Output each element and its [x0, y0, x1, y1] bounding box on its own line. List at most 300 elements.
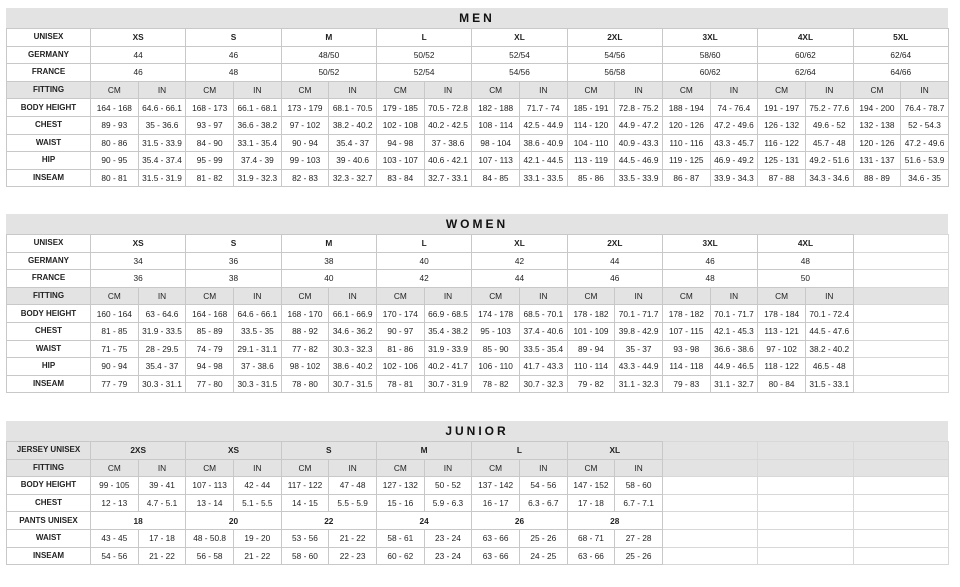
- jersey-row-row: [7, 442, 949, 460]
- measure-value: 35.4 - 38.2: [424, 322, 472, 340]
- unit-cm-header: CM: [376, 459, 424, 477]
- measure-value: 84 - 85: [472, 169, 520, 187]
- size-cell: 34: [91, 252, 186, 270]
- women-size-table: [6, 234, 949, 393]
- unit-in-header: IN: [138, 81, 186, 99]
- measure-value: 42 - 44: [233, 477, 281, 495]
- measure-value: 23 - 24: [424, 529, 472, 547]
- measure-value: 126 - 132: [758, 116, 806, 134]
- measure-value: 39 - 41: [138, 477, 186, 495]
- size-cell: 26: [472, 512, 567, 530]
- measure-value: 178 - 182: [567, 305, 615, 323]
- unit-cm-header: CM: [376, 81, 424, 99]
- junior-size-table: [6, 441, 949, 565]
- measure-value: 82 - 83: [281, 169, 329, 187]
- measure-value: 118 - 122: [758, 358, 806, 376]
- measure-value: 44.9 - 46.5: [710, 358, 758, 376]
- measure-value: 15 - 16: [376, 494, 424, 512]
- measure-value: 77 - 80: [186, 375, 234, 393]
- measure-value: 33.1 - 35.4: [233, 134, 281, 152]
- men-title: MEN: [6, 8, 948, 28]
- measure-value: 194 - 200: [853, 99, 901, 117]
- unit-in-header: IN: [615, 287, 663, 305]
- size-cell: 44: [472, 270, 567, 288]
- size-cell: 3XL: [662, 235, 757, 253]
- unit-cm-header: CM: [758, 287, 806, 305]
- measure-value: 125 - 131: [758, 152, 806, 170]
- measure-value: 30.3 - 31.5: [233, 375, 281, 393]
- unit-in-header: IN: [519, 459, 567, 477]
- measure-value: 31.5 - 33.9: [138, 134, 186, 152]
- unit-in-header: IN: [424, 287, 472, 305]
- measure-value: 44.5 - 47.6: [805, 322, 853, 340]
- size-row-row: [7, 235, 949, 253]
- size-cell: L: [472, 442, 567, 460]
- size-cell: 48/50: [281, 46, 376, 64]
- measure-value: 64.6 - 66.1: [233, 305, 281, 323]
- size-cell: 48: [758, 252, 853, 270]
- measure-value: 54 - 56: [519, 477, 567, 495]
- size-cell: 4XL: [758, 235, 853, 253]
- measure-value: 188 - 194: [662, 99, 710, 117]
- empty-cell: [758, 442, 853, 460]
- measure-value: 35 - 36.6: [138, 116, 186, 134]
- measure-value: 42.1 - 44.5: [519, 152, 567, 170]
- measure-value: 31.9 - 32.3: [233, 169, 281, 187]
- unit-cm-header: CM: [186, 459, 234, 477]
- measure-value: 80 - 86: [91, 134, 139, 152]
- measure-value: 35 - 37: [615, 340, 663, 358]
- measure-value: 32.3 - 32.7: [329, 169, 377, 187]
- empty-cell: [853, 287, 948, 305]
- size-cell: 40: [281, 270, 376, 288]
- measure-value: 31.5 - 31.9: [138, 169, 186, 187]
- measure-row: [7, 529, 949, 547]
- measure-value: 5.1 - 5.5: [233, 494, 281, 512]
- measure-value: 93 - 97: [186, 116, 234, 134]
- measure-value: 107 - 115: [662, 322, 710, 340]
- empty-cell: [662, 547, 757, 565]
- measure-value: 79 - 82: [567, 375, 615, 393]
- measure-value: 99 - 105: [91, 477, 139, 495]
- empty-cell: [853, 305, 948, 323]
- measure-value: 37.4 - 39: [233, 152, 281, 170]
- measure-value: 83 - 84: [376, 169, 424, 187]
- measure-value: 120 - 126: [853, 134, 901, 152]
- measure-value: 47 - 48: [329, 477, 377, 495]
- unit-in-header: IN: [615, 81, 663, 99]
- measure-value: 94 - 98: [376, 134, 424, 152]
- measure-value: 21 - 22: [233, 547, 281, 565]
- measure-value: 110 - 116: [662, 134, 710, 152]
- unit-cm-header: CM: [91, 287, 139, 305]
- measure-label: INSEAM: [7, 547, 91, 565]
- measure-value: 101 - 109: [567, 322, 615, 340]
- size-cell: 46: [91, 64, 186, 82]
- measure-value: 104 - 110: [567, 134, 615, 152]
- unit-cm-header: CM: [281, 81, 329, 99]
- measure-value: 81 - 86: [376, 340, 424, 358]
- measure-value: 46.9 - 49.2: [710, 152, 758, 170]
- measure-value: 102 - 106: [376, 358, 424, 376]
- measure-value: 168 - 173: [186, 99, 234, 117]
- measure-value: 42.5 - 44.9: [519, 116, 567, 134]
- measure-row: [7, 477, 949, 495]
- size-cell: 42: [376, 270, 471, 288]
- unit-cm-header: CM: [472, 459, 520, 477]
- women-section: [6, 214, 948, 393]
- measure-value: 44.9 - 47.2: [615, 116, 663, 134]
- measure-value: 113 - 121: [758, 322, 806, 340]
- unit-in-header: IN: [805, 81, 853, 99]
- measure-label: HIP: [7, 358, 91, 376]
- measure-value: 12 - 13: [91, 494, 139, 512]
- unit-cm-header: CM: [853, 81, 901, 99]
- measure-value: 30.3 - 32.3: [329, 340, 377, 358]
- unit-cm-header: CM: [91, 459, 139, 477]
- measure-value: 131 - 137: [853, 152, 901, 170]
- size-cell: 24: [376, 512, 471, 530]
- size-cell: 38: [281, 252, 376, 270]
- measure-value: 43.3 - 44.9: [615, 358, 663, 376]
- measure-value: 132 - 138: [853, 116, 901, 134]
- measure-value: 113 - 119: [567, 152, 615, 170]
- size-cell: 60/62: [758, 46, 853, 64]
- size-cell: XS: [91, 29, 186, 47]
- measure-value: 40.6 - 42.1: [424, 152, 472, 170]
- measure-row: [7, 116, 949, 134]
- measure-value: 29.1 - 31.1: [233, 340, 281, 358]
- germany-label: GERMANY: [7, 46, 91, 64]
- measure-value: 37 - 38.6: [233, 358, 281, 376]
- empty-cell: [853, 529, 948, 547]
- size-cell: 50/52: [376, 46, 471, 64]
- measure-value: 182 - 188: [472, 99, 520, 117]
- unit-cm-header: CM: [281, 287, 329, 305]
- measure-value: 16 - 17: [472, 494, 520, 512]
- measure-value: 54 - 56: [91, 547, 139, 565]
- measure-value: 47.2 - 49.6: [901, 134, 949, 152]
- size-cell: S: [186, 29, 281, 47]
- size-cell: 58/60: [662, 46, 757, 64]
- unit-cm-header: CM: [567, 287, 615, 305]
- measure-value: 63 - 66: [472, 547, 520, 565]
- measure-value: 110 - 114: [567, 358, 615, 376]
- measure-value: 58 - 61: [376, 529, 424, 547]
- empty-cell: [853, 547, 948, 565]
- empty-cell: [662, 494, 757, 512]
- germany-label: GERMANY: [7, 252, 91, 270]
- unit-in-header: IN: [329, 81, 377, 99]
- measure-value: 93 - 98: [662, 340, 710, 358]
- measure-value: 6.7 - 7.1: [615, 494, 663, 512]
- measure-value: 43.3 - 45.7: [710, 134, 758, 152]
- measure-value: 58 - 60: [281, 547, 329, 565]
- unit-cm-header: CM: [281, 459, 329, 477]
- size-cell: XS: [186, 442, 281, 460]
- measure-label: BODY HEIGHT: [7, 305, 91, 323]
- unit-in-header: IN: [710, 81, 758, 99]
- measure-value: 90 - 94: [281, 134, 329, 152]
- measure-value: 40.9 - 43.3: [615, 134, 663, 152]
- measure-row: [7, 358, 949, 376]
- measure-value: 34.6 - 35: [901, 169, 949, 187]
- empty-cell: [853, 375, 948, 393]
- measure-value: 68 - 71: [567, 529, 615, 547]
- measure-value: 35.4 - 37.4: [138, 152, 186, 170]
- measure-value: 47.2 - 49.6: [710, 116, 758, 134]
- empty-cell: [853, 235, 948, 253]
- measure-value: 81 - 85: [91, 322, 139, 340]
- measure-value: 74 - 79: [186, 340, 234, 358]
- size-cell: 46: [662, 252, 757, 270]
- measure-value: 116 - 122: [758, 134, 806, 152]
- junior-section: [6, 421, 948, 565]
- men-size-table: [6, 28, 949, 187]
- measure-value: 32.7 - 33.1: [424, 169, 472, 187]
- measure-value: 127 - 132: [376, 477, 424, 495]
- measure-label: CHEST: [7, 494, 91, 512]
- measure-value: 28 - 29.5: [138, 340, 186, 358]
- size-cell: 64/66: [853, 64, 948, 82]
- measure-value: 19 - 20: [233, 529, 281, 547]
- measure-value: 79 - 83: [662, 375, 710, 393]
- size-cell: 46: [186, 46, 281, 64]
- measure-value: 94 - 98: [186, 358, 234, 376]
- measure-value: 89 - 93: [91, 116, 139, 134]
- size-cell: L: [376, 29, 471, 47]
- fitting-label: FITTING: [7, 287, 91, 305]
- measure-value: 114 - 118: [662, 358, 710, 376]
- measure-value: 80 - 84: [758, 375, 806, 393]
- empty-cell: [853, 270, 948, 288]
- measure-label: INSEAM: [7, 375, 91, 393]
- size-cell: 54/56: [472, 64, 567, 82]
- size-cell: 52/54: [472, 46, 567, 64]
- measure-label: CHEST: [7, 116, 91, 134]
- measure-value: 5.5 - 5.9: [329, 494, 377, 512]
- measure-value: 68.1 - 70.5: [329, 99, 377, 117]
- measure-value: 36.6 - 38.2: [233, 116, 281, 134]
- measure-value: 66.9 - 68.5: [424, 305, 472, 323]
- measure-value: 81 - 82: [186, 169, 234, 187]
- size-cell: XS: [91, 235, 186, 253]
- unit-in-header: IN: [329, 459, 377, 477]
- measure-value: 107 - 113: [186, 477, 234, 495]
- measure-value: 31.5 - 33.1: [805, 375, 853, 393]
- measure-value: 71 - 75: [91, 340, 139, 358]
- measure-value: 27 - 28: [615, 529, 663, 547]
- measure-value: 84 - 90: [186, 134, 234, 152]
- measure-label: WAIST: [7, 340, 91, 358]
- measure-row: [7, 322, 949, 340]
- empty-cell: [758, 547, 853, 565]
- measure-value: 56 - 58: [186, 547, 234, 565]
- france-row: [7, 270, 949, 288]
- unit-cm-header: CM: [472, 287, 520, 305]
- size-cell: 44: [91, 46, 186, 64]
- measure-value: 86 - 87: [662, 169, 710, 187]
- measure-value: 117 - 122: [281, 477, 329, 495]
- size-cell: 20: [186, 512, 281, 530]
- measure-value: 97 - 102: [758, 340, 806, 358]
- measure-row: [7, 494, 949, 512]
- measure-value: 85 - 89: [186, 322, 234, 340]
- unit-cm-header: CM: [186, 287, 234, 305]
- measure-value: 33.5 - 33.9: [615, 169, 663, 187]
- measure-value: 63 - 64.6: [138, 305, 186, 323]
- measure-value: 173 - 179: [281, 99, 329, 117]
- measure-value: 21 - 22: [138, 547, 186, 565]
- men-section: [6, 8, 948, 187]
- size-cell: 5XL: [853, 29, 948, 47]
- measure-value: 38.6 - 40.2: [329, 358, 377, 376]
- measure-label: BODY HEIGHT: [7, 477, 91, 495]
- size-cell: S: [281, 442, 376, 460]
- size-cell: 40: [376, 252, 471, 270]
- measure-label: INSEAM: [7, 169, 91, 187]
- empty-cell: [853, 459, 948, 477]
- size-cell: 46: [567, 270, 662, 288]
- size-cell: M: [376, 442, 471, 460]
- size-cell: 62/64: [758, 64, 853, 82]
- measure-value: 4.7 - 5.1: [138, 494, 186, 512]
- measure-value: 179 - 185: [376, 99, 424, 117]
- size-cell: XL: [472, 29, 567, 47]
- measure-value: 71.7 - 74: [519, 99, 567, 117]
- measure-value: 98 - 104: [472, 134, 520, 152]
- measure-value: 37.4 - 40.6: [519, 322, 567, 340]
- measure-value: 35.4 - 37: [138, 358, 186, 376]
- measure-row: [7, 547, 949, 565]
- measure-value: 108 - 114: [472, 116, 520, 134]
- unit-cm-header: CM: [662, 287, 710, 305]
- measure-value: 90 - 95: [91, 152, 139, 170]
- measure-row: [7, 152, 949, 170]
- empty-cell: [662, 512, 757, 530]
- measure-value: 174 - 178: [472, 305, 520, 323]
- measure-value: 33.5 - 35: [233, 322, 281, 340]
- measure-value: 30.7 - 31.9: [424, 375, 472, 393]
- measure-value: 164 - 168: [91, 99, 139, 117]
- measure-value: 178 - 184: [758, 305, 806, 323]
- measure-value: 160 - 164: [91, 305, 139, 323]
- measure-value: 40.2 - 42.5: [424, 116, 472, 134]
- measure-value: 147 - 152: [567, 477, 615, 495]
- measure-value: 95 - 103: [472, 322, 520, 340]
- measure-value: 70.1 - 72.4: [805, 305, 853, 323]
- measure-value: 119 - 125: [662, 152, 710, 170]
- measure-label: HIP: [7, 152, 91, 170]
- measure-value: 76.4 - 78.7: [901, 99, 949, 117]
- measure-value: 103 - 107: [376, 152, 424, 170]
- measure-value: 191 - 197: [758, 99, 806, 117]
- measure-value: 50 - 52: [424, 477, 472, 495]
- empty-cell: [758, 512, 853, 530]
- measure-value: 89 - 94: [567, 340, 615, 358]
- measure-value: 106 - 110: [472, 358, 520, 376]
- size-cell: 48: [186, 64, 281, 82]
- measure-value: 64.6 - 66.1: [138, 99, 186, 117]
- size-cell: 3XL: [662, 29, 757, 47]
- measure-value: 98 - 102: [281, 358, 329, 376]
- measure-value: 33.9 - 34.3: [710, 169, 758, 187]
- measure-value: 68.5 - 70.1: [519, 305, 567, 323]
- measure-row: [7, 375, 949, 393]
- unit-in-header: IN: [233, 459, 281, 477]
- measure-value: 102 - 108: [376, 116, 424, 134]
- women-title: WOMEN: [6, 214, 948, 234]
- measure-value: 85 - 90: [472, 340, 520, 358]
- unit-in-header: IN: [233, 287, 281, 305]
- measure-label: WAIST: [7, 134, 91, 152]
- unit-in-header: IN: [138, 287, 186, 305]
- measure-value: 80 - 81: [91, 169, 139, 187]
- empty-cell: [662, 442, 757, 460]
- unit-in-header: IN: [233, 81, 281, 99]
- measure-value: 78 - 82: [472, 375, 520, 393]
- size-cell: 22: [281, 512, 376, 530]
- size-cell: 62/64: [853, 46, 948, 64]
- measure-value: 70.1 - 71.7: [710, 305, 758, 323]
- measure-value: 37 - 38.6: [424, 134, 472, 152]
- france-label: FRANCE: [7, 270, 91, 288]
- junior-title: JUNIOR: [6, 421, 948, 441]
- size-cell: 2XL: [567, 235, 662, 253]
- measure-value: 120 - 126: [662, 116, 710, 134]
- measure-value: 90 - 94: [91, 358, 139, 376]
- measure-value: 30.7 - 32.3: [519, 375, 567, 393]
- measure-value: 99 - 103: [281, 152, 329, 170]
- measure-value: 34.6 - 36.2: [329, 322, 377, 340]
- measure-value: 66.1 - 68.1: [233, 99, 281, 117]
- measure-value: 170 - 174: [376, 305, 424, 323]
- measure-value: 24 - 25: [519, 547, 567, 565]
- measure-value: 77 - 79: [91, 375, 139, 393]
- unit-in-header: IN: [424, 459, 472, 477]
- unit-cm-header: CM: [662, 81, 710, 99]
- measure-value: 31.1 - 32.3: [615, 375, 663, 393]
- measure-value: 53 - 56: [281, 529, 329, 547]
- measure-label: WAIST: [7, 529, 91, 547]
- size-cell: 50: [758, 270, 853, 288]
- unit-in-header: IN: [519, 287, 567, 305]
- size-cell: 28: [567, 512, 662, 530]
- measure-value: 38.2 - 40.2: [329, 116, 377, 134]
- fitting-row: [7, 459, 949, 477]
- size-row-label: UNISEX: [7, 29, 91, 47]
- measure-label: BODY HEIGHT: [7, 99, 91, 117]
- measure-value: 75.2 - 77.6: [805, 99, 853, 117]
- empty-cell: [662, 459, 757, 477]
- measure-value: 168 - 170: [281, 305, 329, 323]
- measure-value: 78 - 80: [281, 375, 329, 393]
- empty-cell: [853, 252, 948, 270]
- measure-value: 77 - 82: [281, 340, 329, 358]
- measure-value: 35.4 - 37: [329, 134, 377, 152]
- size-cell: 48: [662, 270, 757, 288]
- measure-value: 21 - 22: [329, 529, 377, 547]
- unit-in-header: IN: [901, 81, 949, 99]
- size-cell: 36: [186, 252, 281, 270]
- unit-cm-header: CM: [567, 459, 615, 477]
- size-cell: L: [376, 235, 471, 253]
- measure-value: 38.2 - 40.2: [805, 340, 853, 358]
- measure-value: 87 - 88: [758, 169, 806, 187]
- measure-value: 38.6 - 40.9: [519, 134, 567, 152]
- pants-row-label: PANTS UNISEX: [7, 512, 91, 530]
- measure-value: 78 - 81: [376, 375, 424, 393]
